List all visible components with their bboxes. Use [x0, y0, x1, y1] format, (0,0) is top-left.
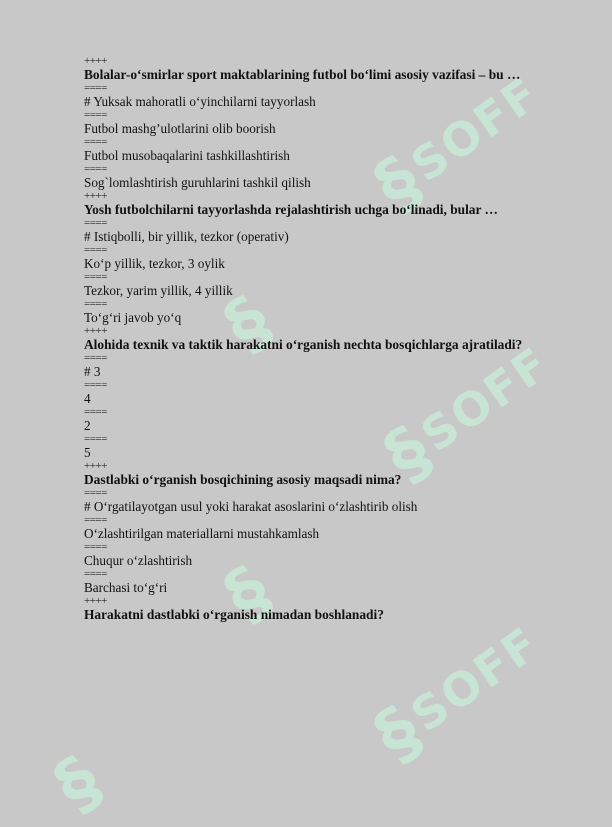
option-separator: ====: [84, 298, 107, 310]
question-line: Harakatni dastlabki o‘rganish nimadan boshlanadi?: [84, 607, 384, 622]
item-separator: ++++: [84, 595, 107, 607]
watermark-word: SOFF: [401, 66, 550, 193]
answer-line: 4: [84, 391, 91, 406]
option-separator: ====: [84, 568, 107, 580]
option-separator: ====: [84, 163, 107, 175]
question-line: Yosh futbolchilarni tayyorlashda rejalashtirish uchga bo‘linadi, bular …: [84, 202, 498, 217]
question-line: Bolalar-o‘smirlar sport maktablarining futbol bo‘limi asosiy vazifasi – bu …: [84, 67, 521, 82]
item-separator: ++++: [84, 460, 107, 472]
watermark: [360, 605, 557, 778]
watermark-logo-icon: §: [210, 279, 286, 368]
option-separator: ====: [84, 271, 107, 283]
option-separator: ====: [84, 109, 107, 121]
answer-line: Futbol musobaqalarini tashkillashtirish: [84, 148, 290, 163]
option-separator: ====: [84, 352, 107, 364]
answer-line: 5: [84, 445, 91, 460]
answer-line: O‘zlashtirilgan materiallarni mustahkamlash: [84, 526, 320, 541]
answer-line: Tezkor, yarim yillik, 4 yillik: [84, 283, 233, 298]
answer-line: Ko‘p yillik, tezkor, 3 oylik: [84, 256, 225, 271]
option-separator: ====: [84, 379, 107, 391]
option-separator: ====: [84, 433, 107, 445]
option-separator: ====: [84, 82, 107, 94]
answer-line: # O‘rgatilayotgan usul yoki harakat asoslarini o‘zlashtirib olish: [84, 499, 418, 514]
answer-line: # Yuksak mahoratli o‘yinchilarni tayyorlash: [84, 94, 316, 109]
answer-line: Chuqur o‘zlashtirish: [84, 553, 193, 568]
item-separator: ++++: [84, 55, 107, 67]
option-separator: ====: [84, 487, 107, 499]
answer-line: Barchasi to‘g‘ri: [84, 580, 168, 595]
answer-line: 2: [84, 418, 91, 433]
watermark-logo-icon: §: [210, 549, 286, 638]
option-separator: ====: [84, 244, 107, 256]
watermark-logo-icon: §: [360, 139, 436, 228]
question-line: Dastlabki o‘rganish bosqichining asosiy maqsadi nima?: [84, 472, 402, 487]
option-separator: ====: [84, 136, 107, 148]
watermark-logo-icon: §: [40, 739, 116, 827]
watermark-word: SOFF: [411, 336, 560, 463]
option-separator: ====: [84, 541, 107, 553]
answer-line: Futbol mashg’ulotlarini olib boorish: [84, 121, 276, 136]
option-separator: ====: [84, 217, 107, 229]
watermark: [40, 740, 116, 827]
watermark-logo-icon: §: [370, 409, 446, 498]
option-separator: ====: [84, 406, 107, 418]
watermark-logo-icon: §: [360, 689, 436, 778]
item-separator: ++++: [84, 190, 107, 202]
item-separator: ++++: [84, 325, 107, 337]
answer-line: Sog`lomlashtirish guruhlarini tashkil qilish: [84, 175, 311, 190]
question-line: Alohida texnik va taktik harakatni o‘rganish nechta bosqichlarga ajratiladi?: [84, 337, 523, 352]
option-separator: ====: [84, 514, 107, 526]
answer-line: To‘g‘ri javob yo‘q: [84, 310, 182, 325]
document-body: [84, 56, 584, 623]
answer-line: # Istiqbolli, bir yillik, tezkor (operativ): [84, 229, 289, 244]
answer-line: # 3: [84, 364, 101, 379]
watermark-word: SOFF: [401, 616, 550, 743]
